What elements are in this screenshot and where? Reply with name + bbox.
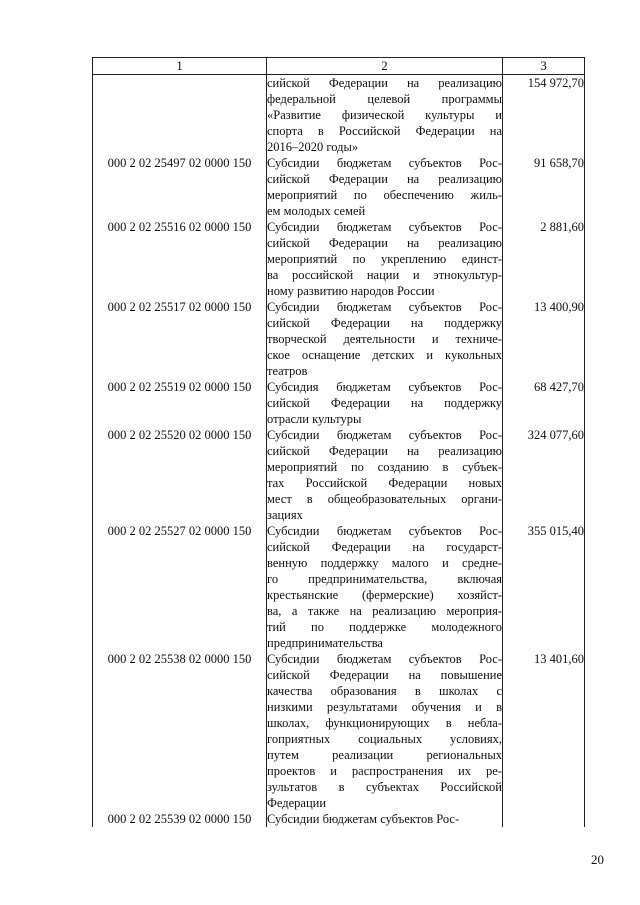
amount-cell: 91 658,70 bbox=[503, 155, 585, 219]
column-header-2: 2 bbox=[267, 58, 503, 75]
description-line: мероприятий по укреплению единст- bbox=[267, 252, 502, 266]
description-line: качества образования в школах с bbox=[267, 684, 502, 698]
description-line: проектов и распространения их ре- bbox=[267, 764, 502, 778]
amount-cell: 324 077,60 bbox=[503, 427, 585, 523]
amount-cell: 13 400,90 bbox=[503, 299, 585, 379]
description-line: венную поддержку малого и средне- bbox=[267, 556, 502, 570]
description-line: путем реализации региональных bbox=[267, 748, 502, 762]
description-line: Субсидии бюджетам субъектов Рос- bbox=[267, 300, 502, 314]
description-line: зациях bbox=[267, 508, 303, 522]
description-line: сийской Федерации на реализацию bbox=[267, 236, 502, 250]
description-line: Субсидии бюджетам субъектов Рос- bbox=[267, 428, 502, 442]
description-cell bbox=[267, 379, 503, 427]
description-line: ское оснащение детских и кукольных bbox=[267, 348, 502, 362]
amount-cell: 154 972,70 bbox=[503, 75, 585, 156]
amount-cell bbox=[503, 811, 585, 827]
description-line: сийской Федерации на повышение bbox=[267, 668, 502, 682]
description-cell bbox=[267, 427, 503, 523]
description-cell bbox=[267, 299, 503, 379]
description-line: «Развитие физической культуры и bbox=[267, 108, 502, 122]
description-line: крестьянские (фермерские) хозяйст- bbox=[267, 588, 502, 602]
description-line: Федерации bbox=[267, 796, 327, 810]
amount-cell: 355 015,40 bbox=[503, 523, 585, 651]
description-line: гоприятных социальных условиях, bbox=[267, 732, 502, 746]
description-line: Субсидии бюджетам субъектов Рос- bbox=[267, 220, 502, 234]
description-cell bbox=[267, 219, 503, 299]
description-cell bbox=[267, 523, 503, 651]
description-line: зультатов в субъектах Российской bbox=[267, 780, 502, 794]
classification-code-cell: 000 2 02 25497 02 0000 150 bbox=[93, 155, 267, 219]
description-line: сийской Федерации на реализацию bbox=[267, 76, 502, 90]
classification-code-cell: 000 2 02 25519 02 0000 150 bbox=[93, 379, 267, 427]
description-line: спорта в Российской Федерации на bbox=[267, 124, 502, 138]
amount-cell: 13 401,60 bbox=[503, 651, 585, 811]
table-row bbox=[93, 427, 585, 523]
description-line: ва, а также на реализацию мероприя- bbox=[267, 604, 502, 618]
description-line: школах, функционирующих в небла- bbox=[267, 716, 502, 730]
description-line: ному развитию народов России bbox=[267, 284, 435, 298]
description-line: Субсидии бюджетам субъектов Рос- bbox=[267, 156, 502, 170]
description-line: театров bbox=[267, 364, 308, 378]
table-row bbox=[93, 299, 585, 379]
description-line: отрасли культуры bbox=[267, 412, 362, 426]
classification-code-cell: 000 2 02 25539 02 0000 150 bbox=[93, 811, 267, 827]
classification-code-cell: 000 2 02 25516 02 0000 150 bbox=[93, 219, 267, 299]
description-line: сийской Федерации на поддержку bbox=[267, 396, 502, 410]
description-line: сийской Федерации на поддержку bbox=[267, 316, 502, 330]
description-line: 2016–2020 годы» bbox=[267, 140, 359, 154]
description-line: мест в общеобразовательных органи- bbox=[267, 492, 502, 506]
column-header-1: 1 bbox=[93, 58, 267, 75]
description-line: предпринимательства bbox=[267, 636, 383, 650]
description-cell bbox=[267, 155, 503, 219]
description-line: Субсидия бюджетам субъектов Рос- bbox=[267, 380, 502, 394]
table-row bbox=[93, 811, 585, 827]
description-line: Субсидии бюджетам субъектов Рос- bbox=[267, 652, 502, 666]
description-line: творческой деятельности и техниче- bbox=[267, 332, 502, 346]
table-header-row bbox=[93, 58, 585, 75]
classification-code-cell bbox=[93, 75, 267, 156]
description-line: низкими результатами обучения и в bbox=[267, 700, 502, 714]
description-line: федеральной целевой программы bbox=[267, 92, 502, 106]
classification-code-cell: 000 2 02 25527 02 0000 150 bbox=[93, 523, 267, 651]
description-cell bbox=[267, 75, 503, 156]
table-row bbox=[93, 651, 585, 811]
description-line: мероприятий по обеспечению жиль- bbox=[267, 188, 502, 202]
column-header-3: 3 bbox=[503, 58, 585, 75]
description-cell bbox=[267, 811, 503, 827]
description-line: тий по поддержке молодежного bbox=[267, 620, 502, 634]
description-line: ва российской нации и этнокультур- bbox=[267, 268, 502, 282]
description-line: Субсидии бюджетам субъектов Рос- bbox=[267, 812, 460, 826]
description-line: Субсидии бюджетам субъектов Рос- bbox=[267, 524, 502, 538]
description-line: ем молодых семей bbox=[267, 204, 366, 218]
amount-cell: 2 881,60 bbox=[503, 219, 585, 299]
table-row bbox=[93, 523, 585, 651]
classification-code-cell: 000 2 02 25520 02 0000 150 bbox=[93, 427, 267, 523]
budget-table bbox=[92, 57, 585, 827]
table-body bbox=[93, 75, 585, 828]
table-row bbox=[93, 75, 585, 156]
description-line: сийской Федерации на реализацию bbox=[267, 172, 502, 186]
table-row bbox=[93, 155, 585, 219]
table-row bbox=[93, 219, 585, 299]
description-line: мероприятий по созданию в субъек- bbox=[267, 460, 502, 474]
description-cell bbox=[267, 651, 503, 811]
description-line: сийской Федерации на государст- bbox=[267, 540, 502, 554]
description-line: тах Российской Федерации новых bbox=[267, 476, 502, 490]
classification-code-cell: 000 2 02 25517 02 0000 150 bbox=[93, 299, 267, 379]
description-line: сийской Федерации на реализацию bbox=[267, 444, 502, 458]
classification-code-cell: 000 2 02 25538 02 0000 150 bbox=[93, 651, 267, 811]
amount-cell: 68 427,70 bbox=[503, 379, 585, 427]
page-number: 20 bbox=[591, 852, 604, 867]
description-line: го предпринимательства, включая bbox=[267, 572, 502, 586]
table-row bbox=[93, 379, 585, 427]
